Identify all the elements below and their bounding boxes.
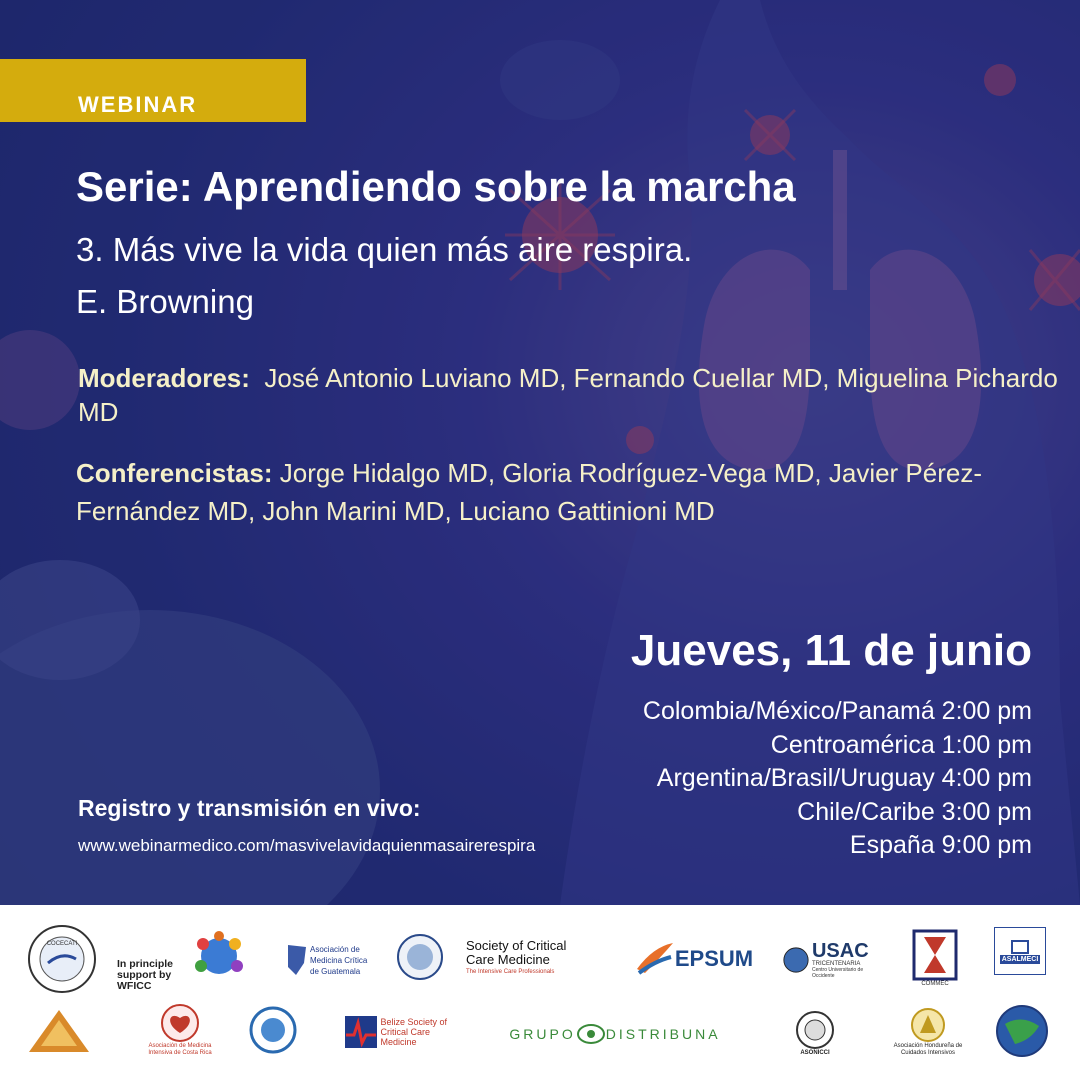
webinar-tag [0,59,306,122]
epsum-logo [634,933,754,985]
ahci-crest-icon [910,1007,946,1043]
usac-text: USAC [811,940,869,962]
blue-seal-icon [249,1006,297,1054]
wficc-globe-icon [189,930,249,990]
epsum-text: EPSUM [674,946,754,971]
blue-seal-logo [248,1005,298,1055]
sccm-logo [466,933,606,983]
heart-icon [158,1003,202,1043]
guatemala-map-icon [286,943,308,977]
belize-logo [342,1009,454,1055]
registration-link[interactable]: www.webinarmedico.com/masvivelavidaquienmasairerespira [78,836,536,855]
medical-seal-icon [396,933,444,981]
belize-heartbeat-icon [344,1015,378,1049]
ahci-text: Asociación Hondureña de Cuidados Intensivos [893,1043,963,1056]
hourglass-icon [912,929,958,981]
schedule-row: Colombia/México/Panamá 2:00 pm [642,697,1032,725]
amicr-logo [140,1001,220,1059]
wficc-logo [108,925,258,995]
cocecati-logo [26,923,98,995]
pyramid-icon [27,1006,91,1056]
distribuna-text: DISTRIBUNA [605,1026,721,1042]
asonicci-text: ASONICCI [800,1050,830,1056]
asonicci-seal-icon [795,1010,835,1050]
usac-seal-icon [782,945,810,975]
schedule-list [643,695,1032,863]
usac-sub2: Centro Universitario de Occidente [811,967,864,979]
belize-text: Belize Society of Critical Care Medicine [380,1017,448,1047]
distribuna-emblem-icon [576,1023,606,1045]
webinar-tag-label: WEBINAR [78,92,198,117]
seal-logo [396,933,444,981]
quote-author: E. Browning [76,283,254,320]
asalmeci-text: ASALMECI [1001,955,1039,963]
speakers-block [76,454,1066,530]
asalmeci-logo [994,927,1046,975]
amcg-logo [286,935,376,985]
apmcti-logo [994,1001,1050,1061]
grupo-distribuna-logo [484,1019,746,1049]
registration-label: Registro y transmisión en vivo: [78,795,421,821]
sponsor-logos [0,905,1080,1080]
ahci-logo [888,1001,968,1063]
series-title: Serie: Aprendiendo sobre la marcha [76,163,796,210]
grupo-text: GRUPO [509,1026,576,1042]
asonicci-logo [770,1003,860,1063]
moderators-block [78,361,1058,429]
commec-logo [908,925,962,991]
schedule-row: Chile/Caribe 3:00 pm [797,797,1032,826]
moderators-names: José Antonio Luviano MD, Fernando Cuellar MD, Miguelina Pichardo MD [78,363,1058,427]
svg-text:COCECATI: COCECATI [46,941,78,947]
episode-title: 3. Más vive la vida quien más aire respira. [76,231,693,268]
cocecati-seal-icon [26,923,98,995]
pyramid-logo [24,1005,94,1057]
moderators-label: Moderadores: [78,363,250,393]
event-date: Jueves, 11 de junio [630,626,1032,675]
usac-sub: TRICENTENARIA [811,961,861,967]
sccm-tagline: The Intensive Care Professionals [466,968,555,975]
usac-logo [782,935,882,985]
schedule-row: España 9:00 pm [849,831,1032,859]
schedule-row: Argentina/Brasil/Uruguay 4:00 pm [656,764,1032,792]
commec-text: COMMEC [921,981,949,987]
speakers-names: Jorge Hidalgo MD, Gloria Rodríguez-Vega MD, Javier Pérez-Fernández MD, John Marini MD, Luciano Gattinioni MD [76,458,983,526]
speakers-label: Conferencistas: [76,458,273,488]
amcg-text: Asociación de Medicina Crítica de Guatemala [310,944,368,976]
apmcti-globe-icon [995,1004,1049,1058]
asalmeci-icon [1010,939,1030,955]
sccm-name: Society of Critical Care Medicine [466,937,567,967]
schedule-row: Centroamérica 1:00 pm [770,730,1032,759]
amicr-text: Asociación de Medicina Intensiva de Costa Rica [148,1043,212,1056]
epsum-swoosh-icon [635,939,675,979]
wficc-support-text: In principle support by WFICC [117,957,174,992]
